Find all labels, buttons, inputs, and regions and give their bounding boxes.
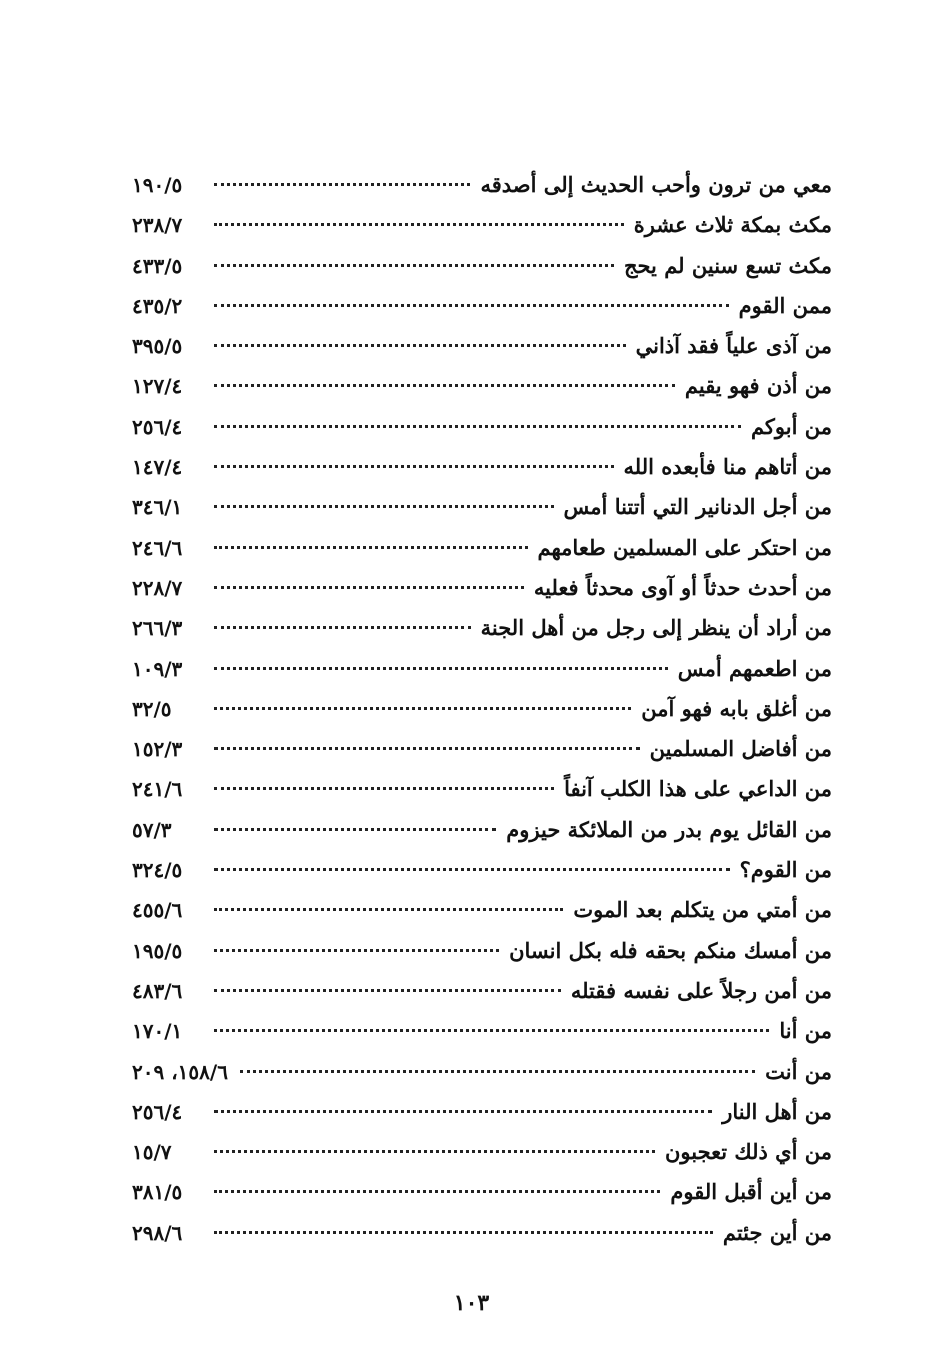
index-entry [132, 931, 832, 971]
entry-reference: ٢٩٨/٦ [132, 1220, 183, 1245]
hadith-index [132, 165, 832, 1253]
index-entry [132, 326, 832, 366]
entry-phrase: من أين أقبل القوم [670, 1179, 832, 1205]
index-entry [132, 1011, 832, 1051]
dot-leader [214, 223, 624, 226]
index-entry [132, 568, 832, 608]
entry-reference: ١٤٧/٤ [132, 455, 183, 480]
entry-phrase: من أهل النار [722, 1098, 832, 1124]
index-entry [132, 487, 832, 527]
entry-phrase: من اطعمهم أمس [677, 655, 832, 681]
index-entry [132, 769, 832, 809]
dot-leader [214, 505, 554, 508]
dot-leader [214, 546, 528, 549]
index-entry [132, 850, 832, 890]
entry-phrase: مكث بمكة ثلاث عشرة [633, 212, 832, 238]
entry-reference: ٣٩٥/٥ [132, 334, 183, 359]
entry-reference: ٤٨٣/٦ [132, 978, 183, 1003]
index-entry [132, 205, 832, 245]
entry-reference: ٢٢٨/٧ [132, 575, 183, 600]
dot-leader [214, 264, 614, 267]
entry-phrase: من أمسك منكم بحقه فله بكل انسان [509, 937, 832, 963]
index-entry [132, 286, 832, 326]
entry-reference: ٢٤٦/٦ [132, 535, 183, 560]
entry-phrase: من أراد أن ينظر إلى رجل من أهل الجنة [480, 615, 832, 641]
entry-reference: ٣٤٦/١ [132, 495, 183, 520]
dot-leader [214, 1110, 712, 1113]
index-entry [132, 366, 832, 406]
entry-reference: ١٩٠/٥ [132, 173, 183, 197]
dot-leader [214, 787, 554, 790]
dot-leader [214, 989, 561, 992]
index-entry [132, 729, 832, 769]
entry-reference: ٢٥٦/٤ [132, 1099, 183, 1124]
entry-phrase: من أمتي من يتكلم بعد الموت [573, 897, 832, 923]
dot-leader [214, 1190, 660, 1193]
entry-reference: ١٠٩/٣ [132, 656, 183, 681]
dot-leader [214, 868, 730, 871]
dot-leader [214, 183, 470, 186]
entry-phrase: من أذن فهو يقيم [684, 373, 832, 399]
entry-phrase: من أغلق بابه فهو آمن [641, 695, 832, 721]
entry-phrase: من القوم؟ [739, 857, 832, 883]
entry-phrase: معي من ترون وأحب الحديث إلى أصدقه [480, 172, 832, 197]
index-entry [132, 890, 832, 930]
index-entry [132, 246, 832, 286]
dot-leader [214, 949, 499, 952]
index-entry [132, 1213, 832, 1253]
dot-leader [214, 707, 631, 710]
entry-reference: ١٧٠/١ [132, 1019, 183, 1044]
dot-leader [214, 1029, 769, 1032]
entry-reference: ٤٣٣/٥ [132, 253, 183, 278]
entry-phrase: من أحدث حدثاً أو آوى محدثاً فعليه [533, 574, 832, 600]
index-entry [132, 528, 832, 568]
index-entry [132, 407, 832, 447]
dot-leader [214, 828, 496, 831]
entry-phrase: من آذى علياً فقد آذاني [635, 333, 832, 359]
index-entry [132, 1132, 832, 1172]
index-entry [132, 165, 832, 205]
entry-phrase: من الداعي على هذا الكلب آنفاً [564, 776, 832, 802]
entry-reference: ٢٦٦/٣ [132, 616, 183, 641]
dot-leader [214, 384, 675, 387]
index-entry [132, 810, 832, 850]
entry-phrase: مكث تسع سنين لم يحج [623, 252, 832, 278]
index-entry [132, 649, 832, 689]
entry-phrase: من أفاضل المسلمين [649, 736, 832, 762]
entry-phrase: ممن القوم [738, 292, 832, 318]
entry-reference: ١٥/٧ [132, 1140, 172, 1165]
dot-leader [214, 304, 729, 307]
entry-phrase: من أي ذلك تعجبون [664, 1139, 832, 1165]
dot-leader [214, 465, 614, 468]
dot-leader [214, 1231, 713, 1234]
entry-reference: ٥٧/٣ [132, 817, 172, 842]
entry-reference: ٣٢/٥ [132, 696, 172, 721]
entry-phrase: من أنا [779, 1018, 832, 1044]
entry-phrase: من أنت [765, 1058, 832, 1084]
index-entry [132, 971, 832, 1011]
entry-phrase: من أمن رجلاً على نفسه فقتله [570, 977, 832, 1003]
entry-reference: ٢٥٦/٤ [132, 414, 183, 439]
entry-reference: ٢٣٨/٧ [132, 213, 183, 238]
entry-reference: ١٥٨/٦، ٢٠٩ [132, 1059, 228, 1084]
index-entry [132, 447, 832, 487]
dot-leader [214, 908, 563, 911]
dot-leader [214, 344, 626, 347]
entry-phrase: من أين جئتم [722, 1219, 832, 1245]
entry-reference: ٢٤١/٦ [132, 777, 183, 802]
index-entry [132, 1092, 832, 1132]
dot-leader [240, 1070, 755, 1073]
index-entry [132, 1172, 832, 1212]
dot-leader [214, 667, 668, 670]
index-entry [132, 608, 832, 648]
entry-reference: ٣٨١/٥ [132, 1180, 183, 1205]
dot-leader [214, 747, 640, 750]
dot-leader [214, 1150, 655, 1153]
entry-reference: ١٢٧/٤ [132, 374, 183, 399]
entry-phrase: من أجل الدنانير التي أتتنا أمس [563, 494, 832, 520]
dot-leader [214, 425, 741, 428]
index-entry [132, 689, 832, 729]
entry-phrase: من أتاهم منا فأبعده الله [623, 454, 832, 480]
page-number: ١٠٣ [453, 1290, 490, 1316]
entry-phrase: من القائل يوم بدر من الملائكة حيزوم [506, 816, 832, 842]
entry-reference: ٤٥٥/٦ [132, 898, 183, 923]
entry-phrase: من أبوكم [750, 413, 832, 439]
entry-reference: ١٥٢/٣ [132, 737, 183, 762]
dot-leader [214, 626, 471, 629]
entry-reference: ٤٣٥/٢ [132, 293, 183, 318]
entry-reference: ٣٢٤/٥ [132, 858, 183, 883]
dot-leader [214, 586, 524, 589]
entry-phrase: من احتكر على المسلمين طعامهم [537, 534, 832, 560]
index-entry [132, 1052, 832, 1092]
entry-reference: ١٩٥/٥ [132, 938, 183, 963]
